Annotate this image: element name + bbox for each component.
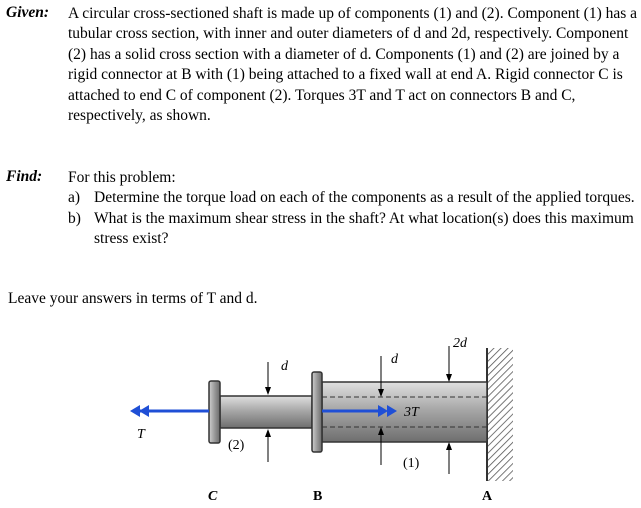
torque-3t-label: 3T	[404, 405, 419, 420]
find-label: Find:	[6, 168, 43, 185]
dim-d2-bottom-arrow	[265, 429, 271, 437]
dim-2d-bottom-arrow	[446, 442, 452, 450]
given-label: Given:	[6, 4, 50, 21]
given-paragraph: A circular cross-sectioned shaft is made up of components (1) and (2). Component (1) has a tubular cross section, with inner and outer diameters of d and 2d, respectively. Component (2) has a solid cross section with a diameter of d. Components (1) and (2) are joined by a rigid connector at B with (1) being attached to a fixed wall at end A. Rigid connector C is attached to end C of component (2). Torques 3T and T act on connectors B and C, respectively, as shown.	[68, 5, 638, 125]
torque-t-arrowhead-2	[139, 405, 149, 417]
find-item-a-text: Determine the torque load on each of the components as a result of the applied torques.	[94, 189, 635, 207]
find-item-b-text: What is the maximum shear stress in the shaft? At what location(s) does this maximum stress exist?	[94, 209, 634, 248]
find-item-b-marker: b)	[68, 209, 81, 227]
dim-2d-top-arrow	[446, 374, 452, 382]
dim-d-right-label: d	[391, 352, 398, 367]
torque-t-label: T	[137, 427, 145, 442]
point-a-label: A	[482, 489, 493, 504]
answer-note: Leave your answers in terms of T and d.	[8, 290, 258, 307]
dim-d2-top-arrow	[265, 387, 271, 395]
dim-2d-label: 2d	[453, 336, 467, 351]
torque-t-arrowhead-1	[130, 405, 140, 417]
find-intro: For this problem:	[68, 169, 176, 186]
find-item-a-marker: a)	[68, 189, 81, 207]
component-1-label: (1)	[403, 456, 420, 471]
component-2-label: (2)	[228, 438, 245, 453]
point-c-label: C	[208, 489, 218, 504]
fixed-wall	[487, 348, 513, 481]
point-b-label: B	[313, 489, 323, 504]
dim-d-left-label: d	[281, 359, 288, 374]
connector-b	[312, 372, 322, 452]
component-2-rod	[220, 396, 312, 428]
connector-c	[209, 381, 220, 443]
